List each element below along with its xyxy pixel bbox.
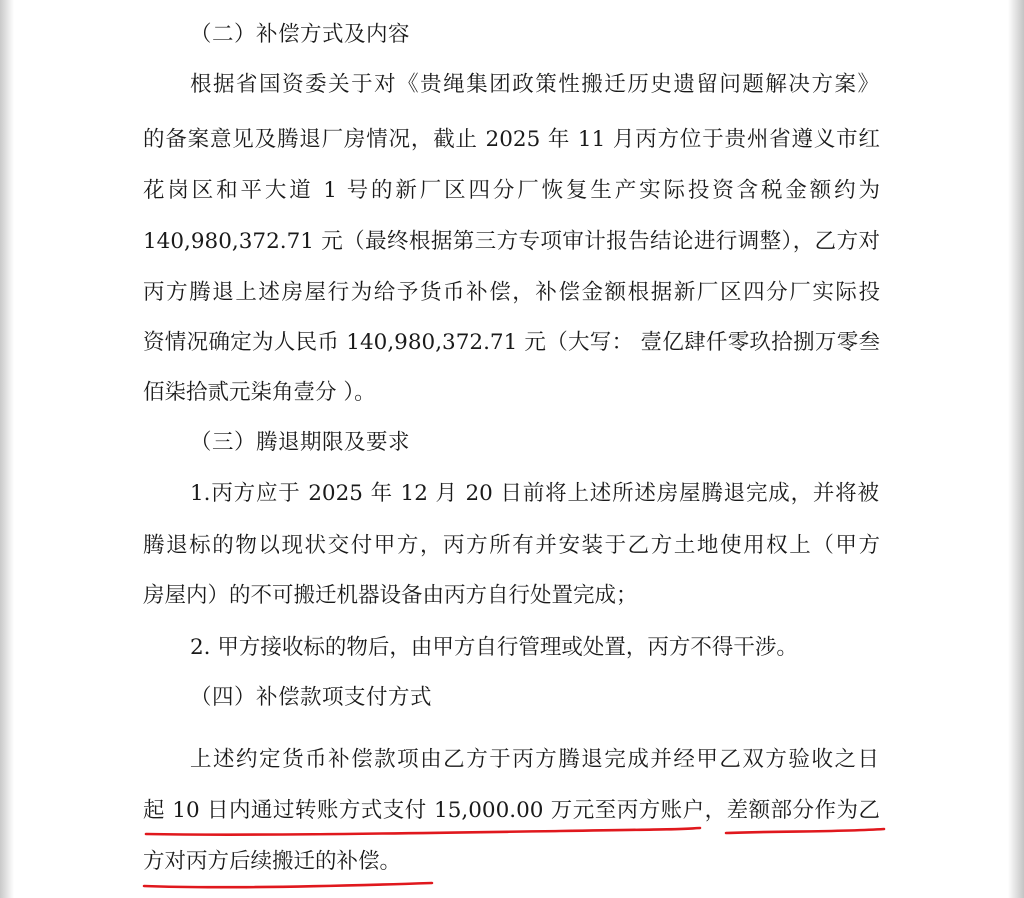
section-4-line-3: 方对丙方后续搬迁的补偿。 — [143, 849, 402, 874]
red-underline-2 — [726, 829, 884, 833]
section-4-line-2: 起 10 日内通过转账方式支付 15,000.00 万元至丙方账户，差额部分作为乙 — [143, 798, 880, 823]
red-underline-1 — [146, 828, 700, 835]
section-2-line-7: 佰柒拾贰元柒角壹分 ）。 — [143, 380, 376, 405]
section-2-line-2: 的备案意见及腾退厂房情况，截止 2025 年 11 月丙方位于贵州省遵义市红 — [143, 127, 880, 152]
section-2-line-6: 资情况确定为人民币 140,980,372.71 元（大写： 壹亿肆仟零玖拾捌万零叁 — [143, 330, 880, 355]
section-2-heading: （二）补偿方式及内容 — [190, 22, 411, 47]
section-3-heading: （三）腾退期限及要求 — [190, 430, 411, 455]
red-underline-3 — [144, 883, 432, 887]
section-3-line-3: 房屋内）的不可搬迁机器设备由丙方自行处置完成； — [143, 583, 638, 608]
section-3-line-2: 腾退标的物以现状交付甲方，丙方所有并安装于乙方土地使用权上（甲方 — [143, 533, 880, 558]
section-4-line-1: 上述约定货币补偿款项由乙方于丙方腾退完成并经甲乙双方验收之日 — [190, 747, 879, 772]
section-2-line-5: 丙方腾退上述房屋行为给予货币补偿，补偿金额根据新厂区四分厂实际投 — [143, 280, 880, 305]
section-4-heading: （四）补偿款项支付方式 — [190, 685, 433, 710]
section-3-line-4: 2. 甲方接收标的物后，由甲方自行管理或处置，丙方不得干涉。 — [190, 635, 798, 660]
section-3-line-1: 1.丙方应于 2025 年 12 月 20 日前将上述所述房屋腾退完成，并将被 — [190, 481, 879, 506]
section-2-line-1: 根据省国资委关于对《贵绳集团政策性搬迁历史遗留问题解决方案》 — [190, 72, 879, 97]
page-left-edge-shadow — [0, 0, 14, 898]
section-2-line-4: 140,980,372.71 元（最终根据第三方专项审计报告结论进行调整），乙方对 — [143, 229, 880, 254]
section-2-line-3: 花岗区和平大道 1 号的新厂区四分厂恢复生产实际投资含税金额约为 — [143, 178, 880, 203]
page-right-edge-shadow — [1008, 0, 1024, 898]
